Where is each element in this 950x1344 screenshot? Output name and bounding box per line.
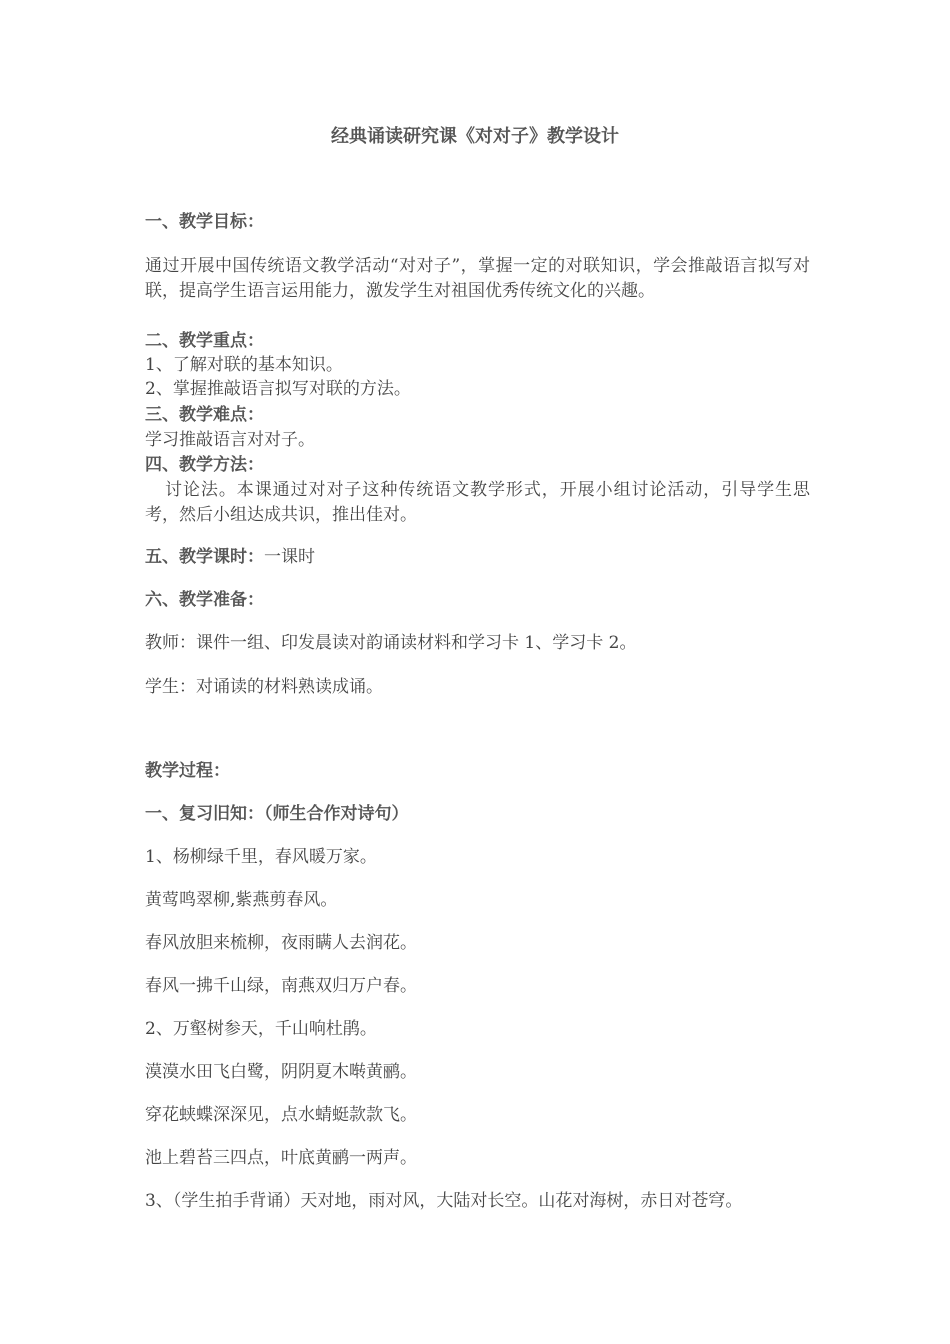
poem-line: 穿花蛱蝶深深见，点水蜻蜓款款飞。 [145,1105,417,1125]
poem-line: 春风放胆来梳柳，夜雨瞒人去润花。 [145,933,417,953]
hours-label: 五、教学课时： [145,547,264,567]
poem-line: 漠漠水田飞白鹭，阴阴夏木啭黄鹂。 [145,1062,417,1082]
method-text: 讨论法。本课通过对对子这种传统语文教学形式，开展小组讨论活动，引导学生思考，然后小组达成共识，推出佳对。 [145,480,810,525]
focus-heading: 二、教学重点： [145,331,264,351]
prep-heading: 六、教学准备： [145,590,264,610]
difficulty-heading: 三、教学难点： [145,405,264,425]
hours-value: 一课时 [264,547,315,567]
difficulty-text: 学习推敲语言对对子。 [145,430,315,450]
process-heading: 教学过程： [145,761,230,781]
review-heading: 一、复习旧知：（师生合作对诗句） [145,804,409,824]
focus-item-1: 1、了解对联的基本知识。 [145,355,343,375]
method-heading: 四、教学方法： [145,455,264,475]
hours-heading [145,545,315,570]
poem-line: 池上碧苔三四点，叶底黄鹂一两声。 [145,1148,417,1168]
goal-heading: 一、教学目标： [145,212,264,232]
prep-student: 学生：对诵读的材料熟读成诵。 [145,677,383,697]
document-title: 经典诵读研究课《对对子》教学设计 [331,126,619,147]
poem-line: 3、（学生拍手背诵）天对地，雨对风，大陆对长空。山花对海树，赤日对苍穹。 [145,1191,743,1211]
poem-line: 1、杨柳绿千里，春风暖万家。 [145,847,377,867]
prep-teacher: 教师：课件一组、印发晨读对韵诵读材料和学习卡 1、学习卡 2。 [145,633,637,653]
goal-text: 通过开展中国传统语文教学活动“对对子”，掌握一定的对联知识，学会推敲语言拟写对联，提高学生语言运用能力，激发学生对祖国优秀传统文化的兴趣。 [145,256,810,301]
poem-line: 春风一拂千山绿，南燕双归万户春。 [145,976,417,996]
poem-line: 黄莺鸣翠柳,紫燕剪春风。 [145,890,338,910]
poem-line: 2、万壑树参天，千山响杜鹃。 [145,1019,377,1039]
focus-item-2: 2、掌握推敲语言拟写对联的方法。 [145,379,411,399]
